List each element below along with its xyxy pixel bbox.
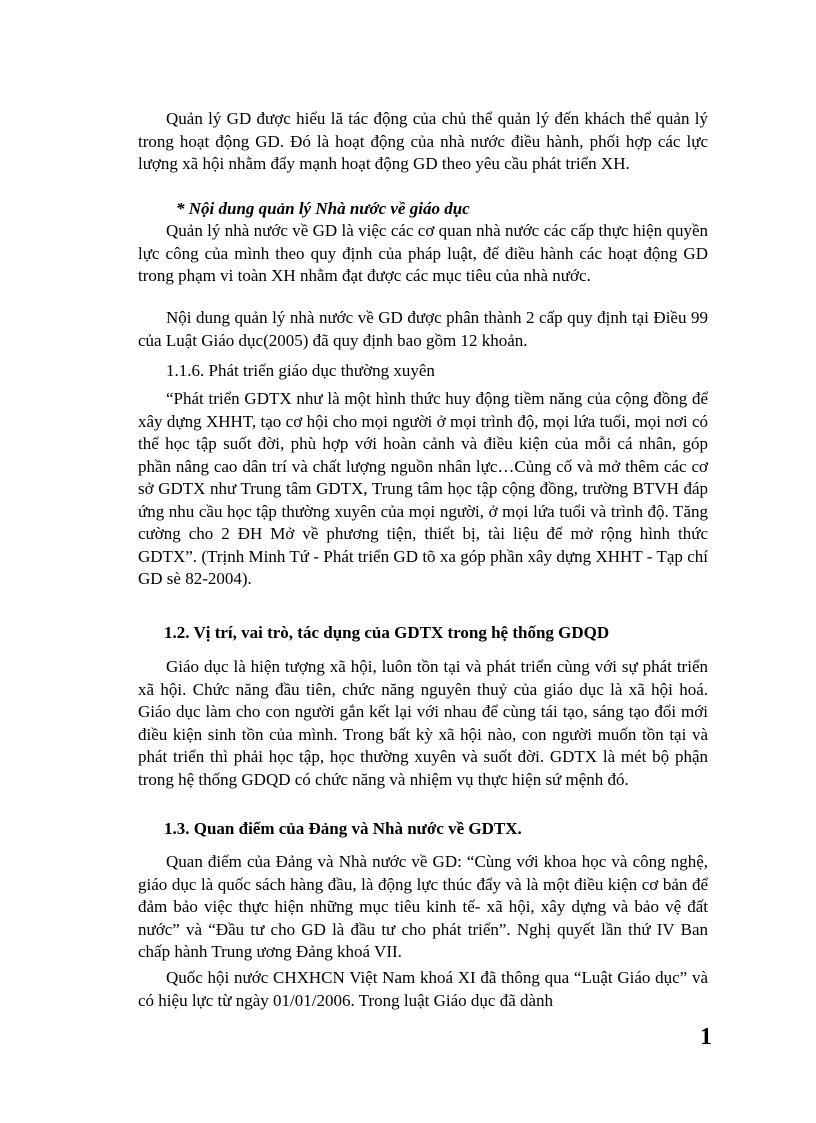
- page-number: 1: [700, 1024, 712, 1050]
- paragraph-national-assembly: Quốc hội nước CHXHCN Việt Nam khoá XI đã thông qua “Luật Giáo dục” và có hiệu lực từ ngày 01/01/2006. Trong luật Giáo dục đã dành: [138, 968, 708, 1010]
- paragraph-management-definition: Quản lý GD được hiểu lă tác động của chủ thể quản lý đến khách thể quản lý trong hoạt động GD. Đó là hoạt động của nhà nước điều hành, phối hợp các lực lượng xã hội nhằm đẩy mạnh hoạt động GD theo yêu cầu phát triển XH.: [138, 109, 708, 173]
- section-heading-1-2: 1.2. Vị trí, vai trò, tác dụng của GDTX trong hệ thống GDQD: [164, 623, 610, 642]
- paragraph-management-content-levels: Nội dung quản lý nhà nước về GD được phân thành 2 cấp quy định tại Điều 99 của Luật Giáo dục(2005) đã quy định bao gồm 12 khoản.: [138, 308, 708, 350]
- paragraph-gdtx-development-quote: “Phát triển GDTX như là một hình thức huy động tiềm năng của cộng đồng để xây dựng XHHT, tạo cơ hội cho mọi người ở mọi trình độ, mọi lứa tuổi, mọi nơi có thể học tập suốt đời, phù hợp với hoàn cảnh và điều kiện của mỗi cá nhân, góp phần nâng cao dân trí và chất lượng nguồn nhân lực…Củng cố và mở thêm các cơ sở GDTX như Trung tâm GDTX, Trung tâm học tập cộng đồng, trường BTVH đáp ứng nhu cầu học tập thường xuyên của mọi người, ở mọi lứa tuổi và trình độ. Tăng cường cho 2 ĐH Mở về phương tiện, thiết bị, tài liệu để mở rộng hình thức GDTX”. (Trịnh Minh Tứ - Phát triển GD tõ xa góp phần xây dựng XHHT - Tạp chí GD sè 82-2004).: [138, 389, 708, 588]
- paragraph-party-viewpoint: Quan điểm của Đảng và Nhà nước về GD: “Cùng với khoa học và công nghệ, giáo dục là quốc sách hàng đầu, là động lực thúc đẩy và là một điều kiện cơ bản để đảm bảo việc thực hiện những mục tiêu kinh tế- xã hội, xây dựng và bảo vệ đất nước” và “Đầu tư cho GD là đầu tư cho phát triển”. Nghị quyết lần thứ IV Ban chấp hành Trung ương Đảng khoá VII.: [138, 852, 708, 961]
- section-heading-state-management-content: * Nội dung quản lý Nhà nước về giáo dục: [176, 199, 470, 218]
- section-heading-1-3: 1.3. Quan điểm của Đảng và Nhà nước về GDTX.: [164, 819, 522, 838]
- paragraph-state-management: Quản lý nhà nước về GD là việc các cơ quan nhà nước các cấp thực hiện quyền lực công của mình theo quy định của pháp luật, để điều hành các hoạt động GD trong phạm vi toàn XH nhằm đạt được các mục tiêu của nhà nước.: [138, 221, 708, 285]
- section-heading-1-1-6: 1.1.6. Phát triển giáo dục thường xuyên: [166, 361, 435, 380]
- paragraph-education-social-phenomenon: Giáo dục là hiện tượng xã hội, luôn tồn tại và phát triển cùng với sự phát triển xã hội. Chức năng đầu tiên, chức năng nguyên thuỷ của giáo dục là xã hội hoá. Giáo dục làm cho con người gắn kết lại với nhau để cùng tái tạo, sáng tạo đổi mới điều kiện sinh tồn của mình. Trong bất kỳ xã hội nào, con người muốn tồn tại và phát triển thì phải học tập, học thường xuyên và suốt đời. GDTX là mét bộ phận trong hệ thống GDQD có chức năng và nhiệm vụ thực hiện sứ mệnh đó.: [138, 657, 708, 789]
